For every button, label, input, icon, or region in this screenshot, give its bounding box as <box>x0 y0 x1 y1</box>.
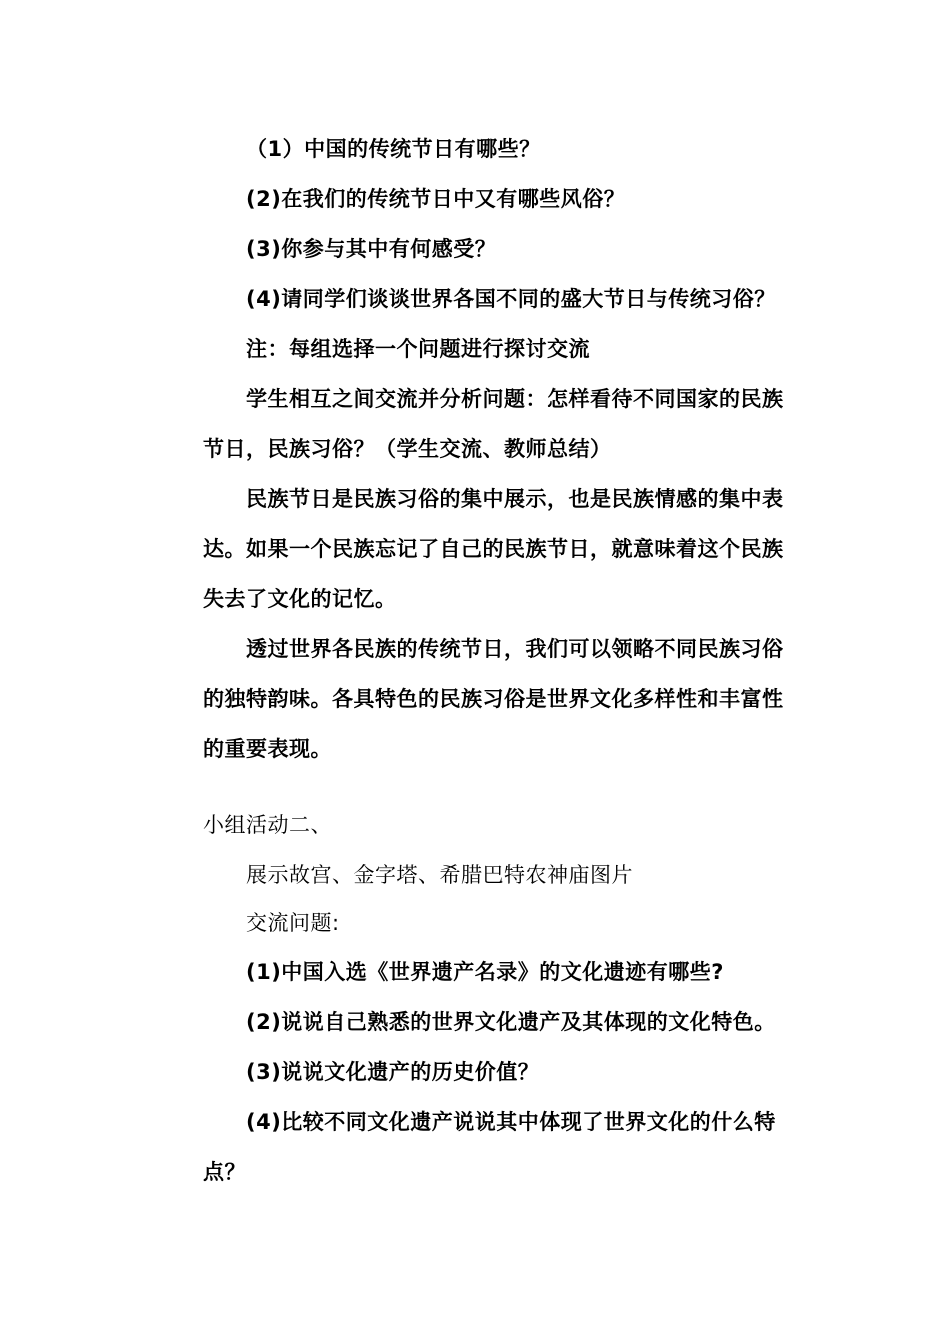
question-4: (4)请同学们谈谈世界各国不同的盛大节日与传统习俗？ <box>246 287 776 311</box>
paragraph-2-line-1: 透过世界各民族的传统节日，我们可以领略不同民族习俗 <box>246 637 784 661</box>
show-pictures-line: 展示故宫、金字塔、希腊巴特农神庙图片 <box>246 863 633 887</box>
heritage-question-1: (1)中国入选《世界遗产名录》的文化遗迹有哪些? <box>246 960 724 984</box>
question-3: (3)你参与其中有何感受？ <box>246 237 497 261</box>
exchange-questions-label: 交流问题: <box>246 911 340 935</box>
paragraph-1-line-3: 失去了文化的记忆。 <box>203 587 397 611</box>
paragraph-1-line-2: 达。如果一个民族忘记了自己的民族节日，就意味着这个民族 <box>203 537 784 561</box>
section-2-heading: 小组活动二、 <box>203 813 332 837</box>
heritage-question-4: (4)比较不同文化遗产说说其中体现了世界文化的什么特 <box>246 1110 776 1134</box>
discussion-line-2: 节日，民族习俗？（学生交流、教师总结） <box>203 437 612 461</box>
paragraph-2-line-3: 的重要表现。 <box>203 737 332 761</box>
paragraph-1-line-1: 民族节日是民族习俗的集中展示，也是民族情感的集中表 <box>246 487 784 511</box>
question-1: （1）中国的传统节日有哪些？ <box>246 137 541 161</box>
heritage-question-4-continued: 点？ <box>203 1160 246 1184</box>
heritage-question-3: (3)说说文化遗产的历史价值？ <box>246 1060 540 1084</box>
paragraph-2-line-2: 的独特韵味。各具特色的民族习俗是世界文化多样性和丰富性 <box>203 687 784 711</box>
question-2: (2)在我们的传统节日中又有哪些风俗？ <box>246 187 626 211</box>
discussion-line-1: 学生相互之间交流并分析问题：怎样看待不同国家的民族 <box>246 387 784 411</box>
note-line: 注：每组选择一个问题进行探讨交流 <box>246 337 590 361</box>
heritage-question-2: (2)说说自己熟悉的世界文化遗产及其体现的文化特色。 <box>246 1010 776 1034</box>
